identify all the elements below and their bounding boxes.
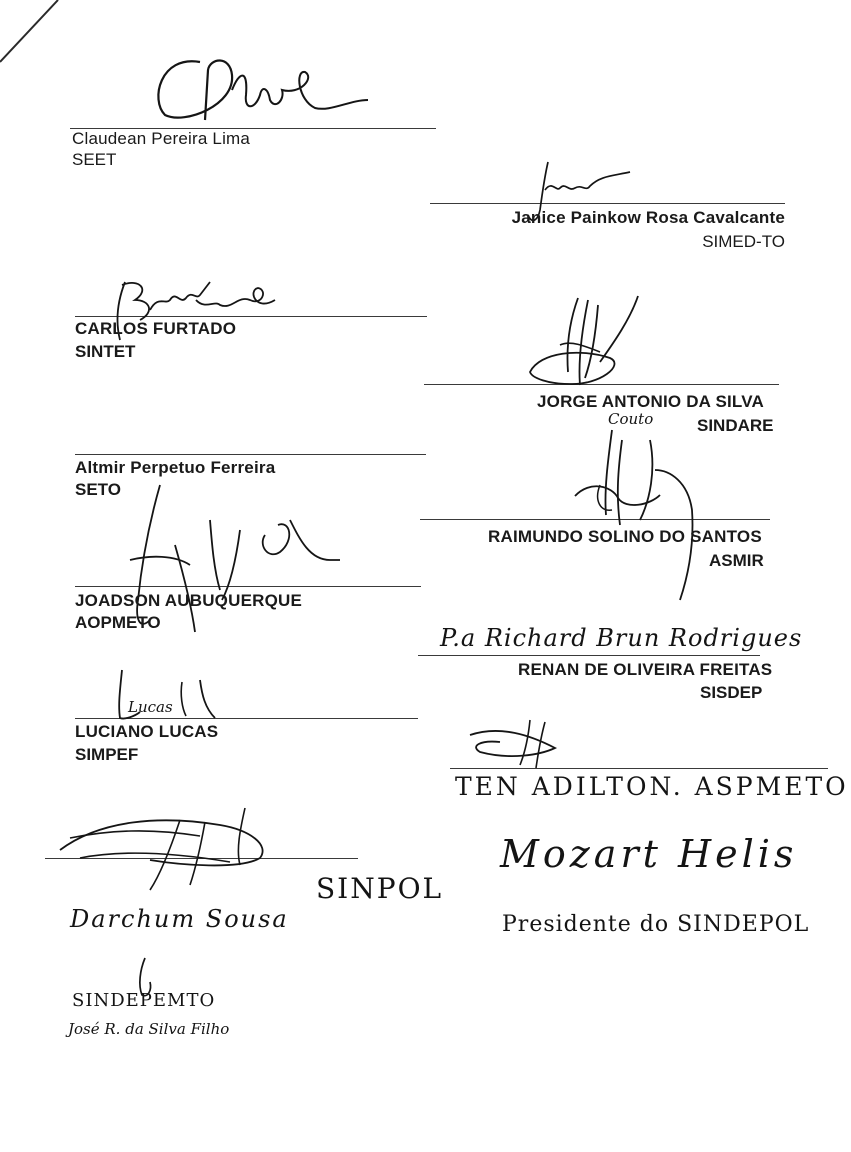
signature-line xyxy=(418,655,760,656)
handwritten-org: SINPOL xyxy=(316,872,444,905)
handwritten-name: José R. da Silva Filho xyxy=(68,1020,230,1038)
signatory-org: SEET xyxy=(72,150,117,169)
signatory-org: SETO xyxy=(75,480,121,499)
signatory-name: RENAN DE OLIVEIRA FREITAS xyxy=(518,660,773,679)
signatory-org: SINTET xyxy=(75,342,136,361)
signatory-org: SIMED-TO xyxy=(702,232,785,251)
signatory-org: SISDEP xyxy=(700,683,763,702)
handwritten-name: TEN ADILTON. ASPMETO xyxy=(455,772,849,801)
signatory-org: ASMIR xyxy=(709,551,764,570)
signature-line xyxy=(75,316,427,317)
signatory-name: Claudean Pereira Lima xyxy=(72,129,251,148)
handwritten-annotation: Couto xyxy=(608,410,654,428)
signatory-name: CARLOS FURTADO xyxy=(75,319,237,338)
handwritten-name: Darchum Sousa xyxy=(70,905,289,933)
handwritten-org: Presidente do SINDEPOL xyxy=(502,912,810,937)
signature-line xyxy=(450,768,828,769)
signatory-name: JOADSON AUBUQUERQUE xyxy=(75,591,303,610)
signatory-name: Altmir Perpetuo Ferreira xyxy=(75,458,276,477)
handwritten-name: Mozart Helis xyxy=(500,832,798,876)
signatory-name: Janice Painkow Rosa Cavalcante xyxy=(511,208,785,227)
signatory-org: AOPMETO xyxy=(75,613,161,632)
handwritten-annotation: Lucas xyxy=(128,698,173,716)
signature-line xyxy=(420,519,770,520)
signature-line xyxy=(75,586,421,587)
page-corner-mark xyxy=(0,0,70,70)
signature-line xyxy=(45,858,358,859)
handwritten-org: SINDEPEMTO xyxy=(72,990,216,1011)
signatory-org: SINDARE xyxy=(697,416,774,435)
signature-line xyxy=(424,384,779,385)
signatory-name: LUCIANO LUCAS xyxy=(75,722,219,741)
signatory-name: RAIMUNDO SOLINO DO SANTOS xyxy=(488,527,762,546)
signatory-org: SIMPEF xyxy=(75,745,139,764)
signatory-name: JORGE ANTONIO DA SILVA xyxy=(537,392,764,411)
signature-line xyxy=(430,203,785,204)
signature-line xyxy=(75,718,418,719)
handwritten-annotation: P.a Richard Brun Rodrigues xyxy=(440,624,803,652)
signature-line xyxy=(75,454,426,455)
